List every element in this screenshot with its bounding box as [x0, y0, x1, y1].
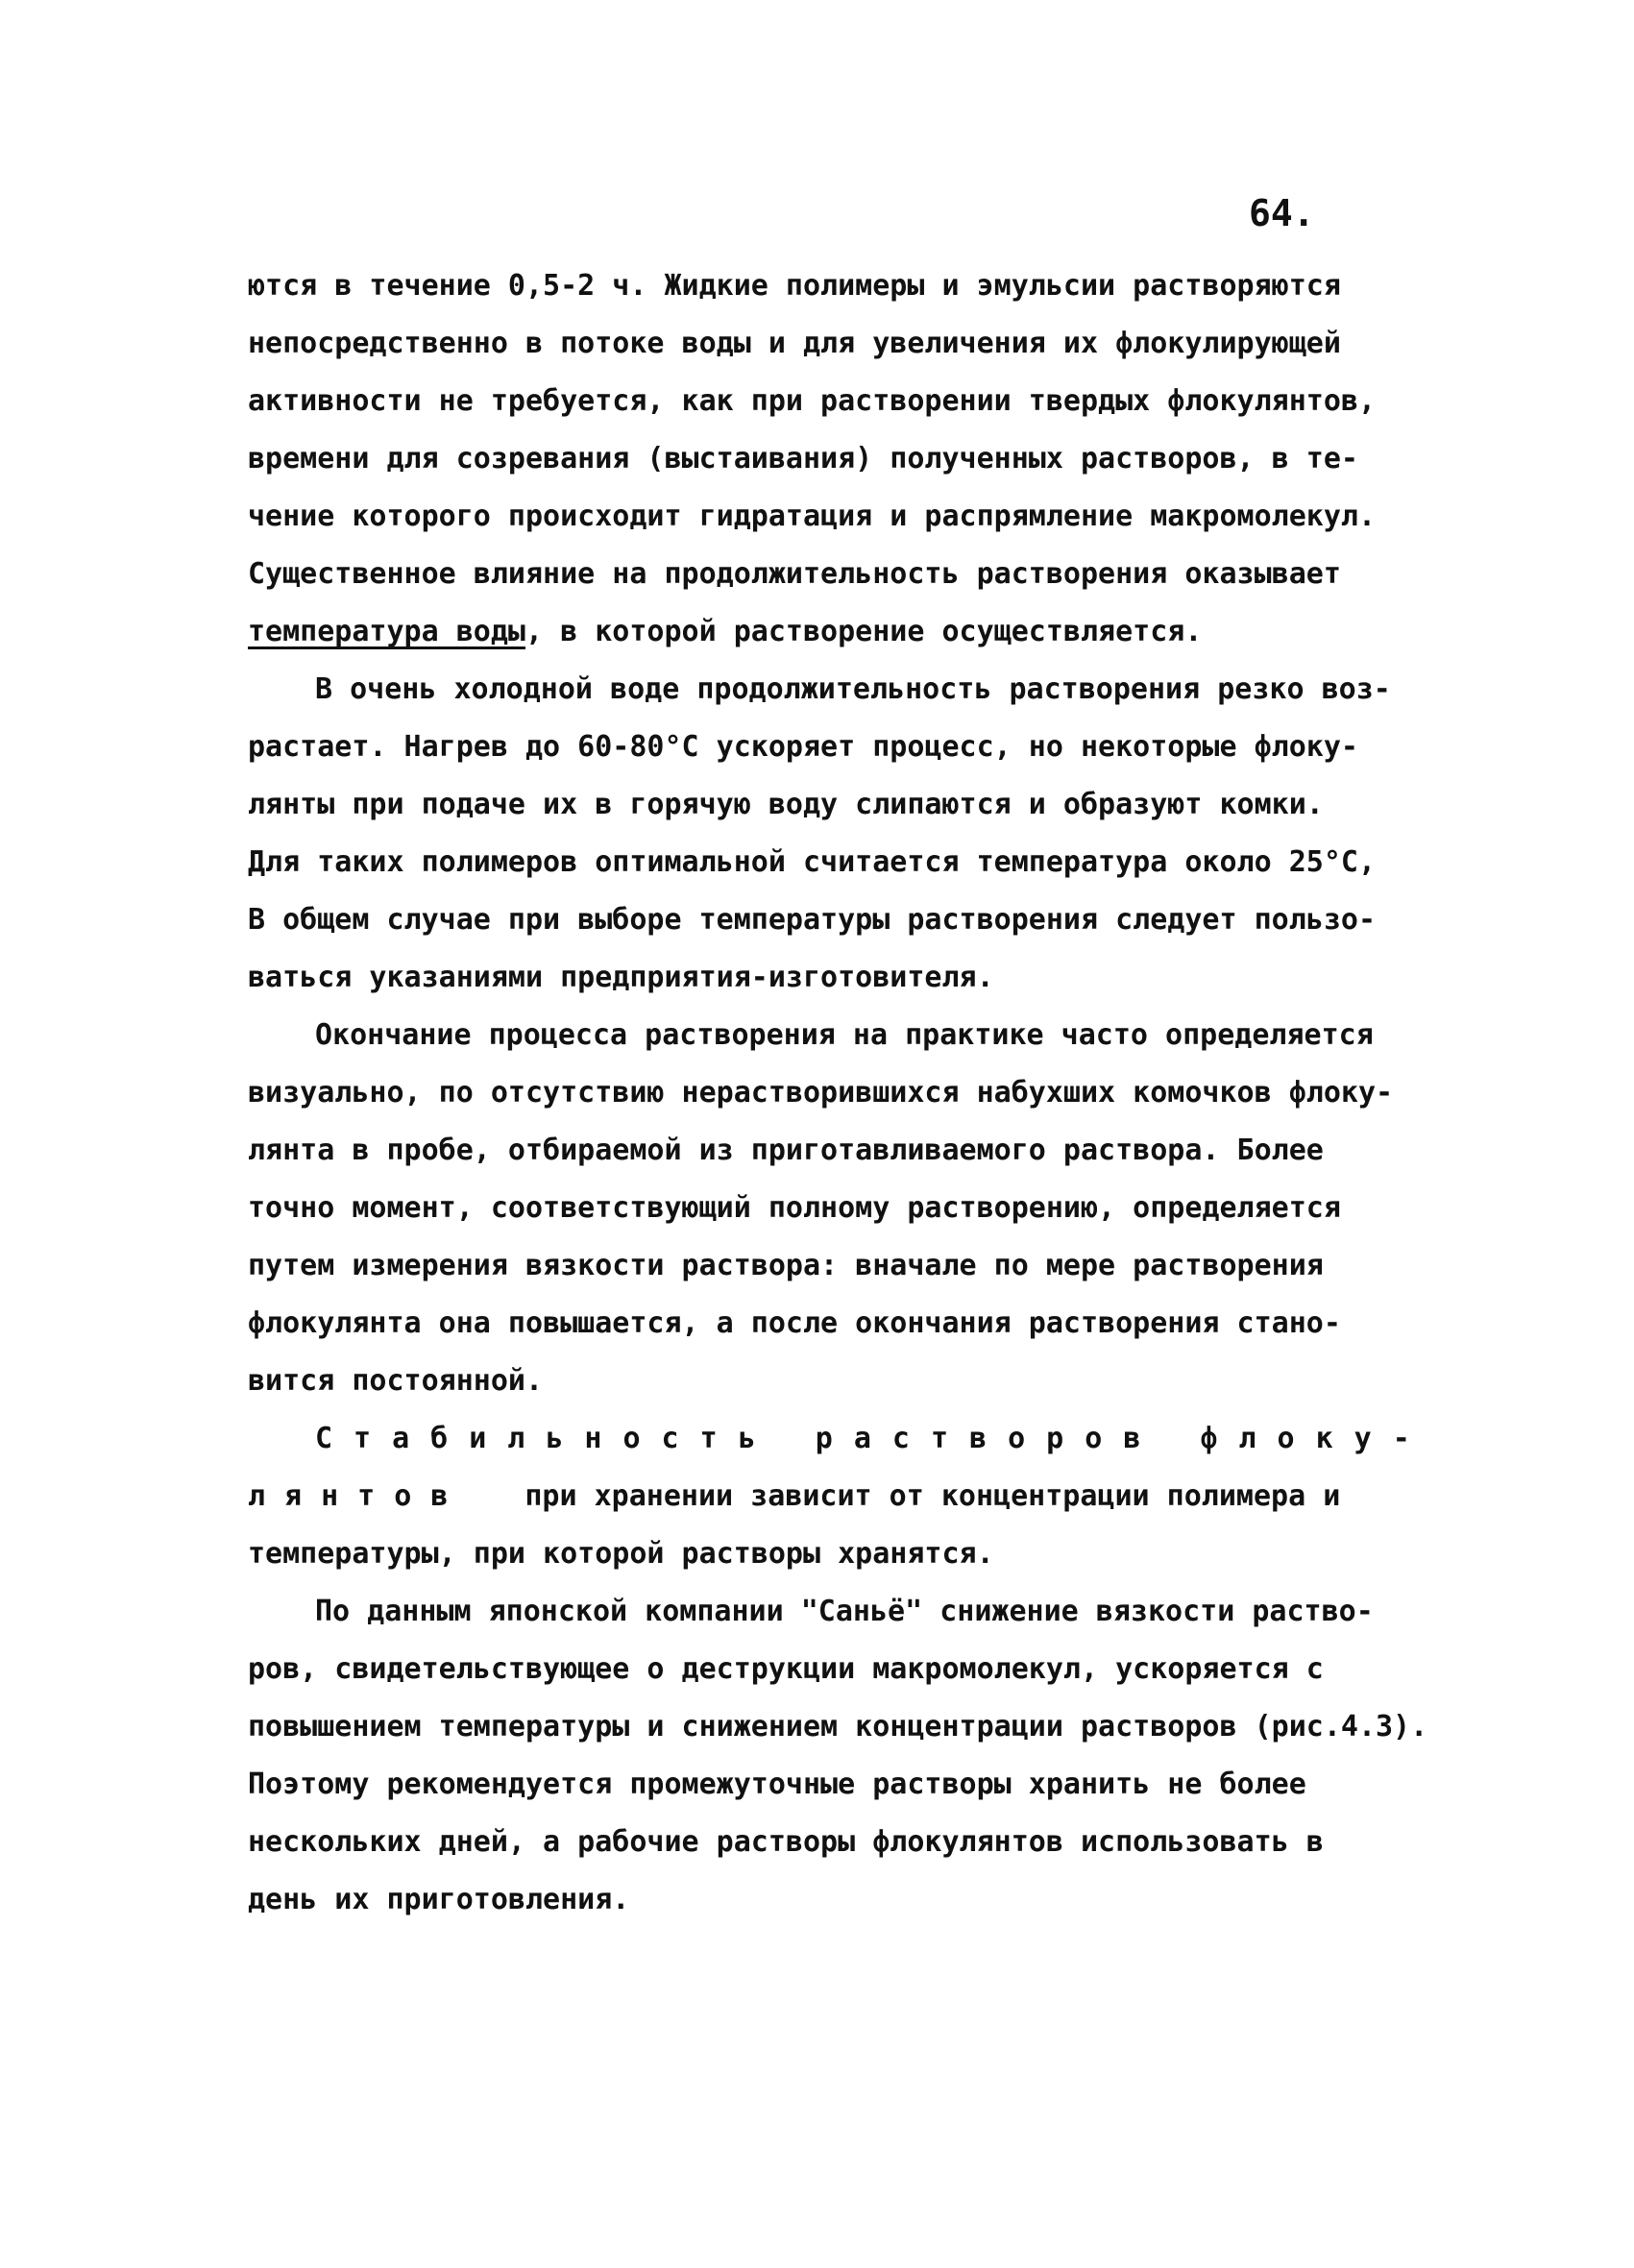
text-line: флокулянта она повышается, а после окончания растворения стано-	[248, 1306, 1341, 1340]
text-line: лянта в пробе, отбираемой из приготавливаемого раствора. Более	[248, 1134, 1324, 1167]
text-line: чение которого происходит гидратация и распрямление макромолекул.	[248, 500, 1376, 533]
underlined-term: температура воды	[248, 615, 525, 648]
text-line: Поэтому рекомендуется промежуточные растворы хранить не более	[248, 1768, 1306, 1801]
text-line: В общем случае при выборе температуры растворения следует пользо-	[248, 903, 1376, 937]
text-line	[248, 603, 1429, 661]
text-line: По данным японской компании "Саньё" снижение вязкости раство-	[315, 1595, 1374, 1628]
text-line: ются в течение 0,5-2 ч. Жидкие полимеры и эмульсии растворяются	[248, 269, 1341, 303]
text-line: В очень холодной воде продолжительность растворения резко воз-	[315, 672, 1391, 706]
text-line: путем измерения вязкости раствора: вначале по мере растворения	[248, 1249, 1324, 1282]
text-line: растает. Нагрев до 60-80°С ускоряет процесс, но некоторые флоку-	[248, 730, 1358, 764]
text-fragment: при хранении зависит от концентрации полимера и	[524, 1479, 1341, 1513]
text-line: повышением температуры и снижением концентрации растворов (рис.4.3).	[248, 1710, 1428, 1744]
text-line: Для таких полимеров оптимальной считается температура около 25°С,	[248, 845, 1376, 879]
spaced-heading: Стабильность растворов флоку-	[315, 1422, 1431, 1455]
text-line: нескольких дней, а рабочие растворы флокулянтов использовать в	[248, 1825, 1324, 1859]
body-text	[248, 257, 1429, 1929]
text-line: ров, свидетельствующее о деструкции макромолекул, ускоряется с	[248, 1652, 1324, 1686]
text-fragment: , в которой растворение осуществляется.	[524, 615, 1203, 648]
text-line: вится постоянной.	[248, 1364, 544, 1398]
text-line: непосредственно в потоке воды и для увеличения их флокулирующей	[248, 327, 1341, 360]
text-line: Окончание процесса растворения на практике часто определяется	[315, 1018, 1374, 1052]
text-line: точно момент, соответствующий полному растворению, определяется	[248, 1191, 1341, 1225]
text-line: активности не требуется, как при растворении твердых флокулянтов,	[248, 384, 1376, 418]
text-line: температуры, при которой растворы хранятся.	[248, 1537, 994, 1571]
text-line: лянты при подаче их в горячую воду слипаются и образуют комки.	[248, 788, 1324, 821]
text-line: день их приготовления.	[248, 1883, 630, 1916]
text-line	[248, 1468, 1429, 1525]
text-line: Существенное влияние на продолжительность растворения оказывает	[248, 557, 1341, 591]
text-line: времени для созревания (выстаивания) полученных растворов, в те-	[248, 442, 1358, 476]
text-line: ваться указаниями предприятия-изготовителя.	[248, 961, 994, 994]
text-line: визуально, по отсутствию нерастворившихся набухших комочков флоку-	[248, 1076, 1394, 1110]
page-number: 64.	[1249, 192, 1315, 234]
spaced-heading-continuation: лянтов	[248, 1479, 468, 1513]
